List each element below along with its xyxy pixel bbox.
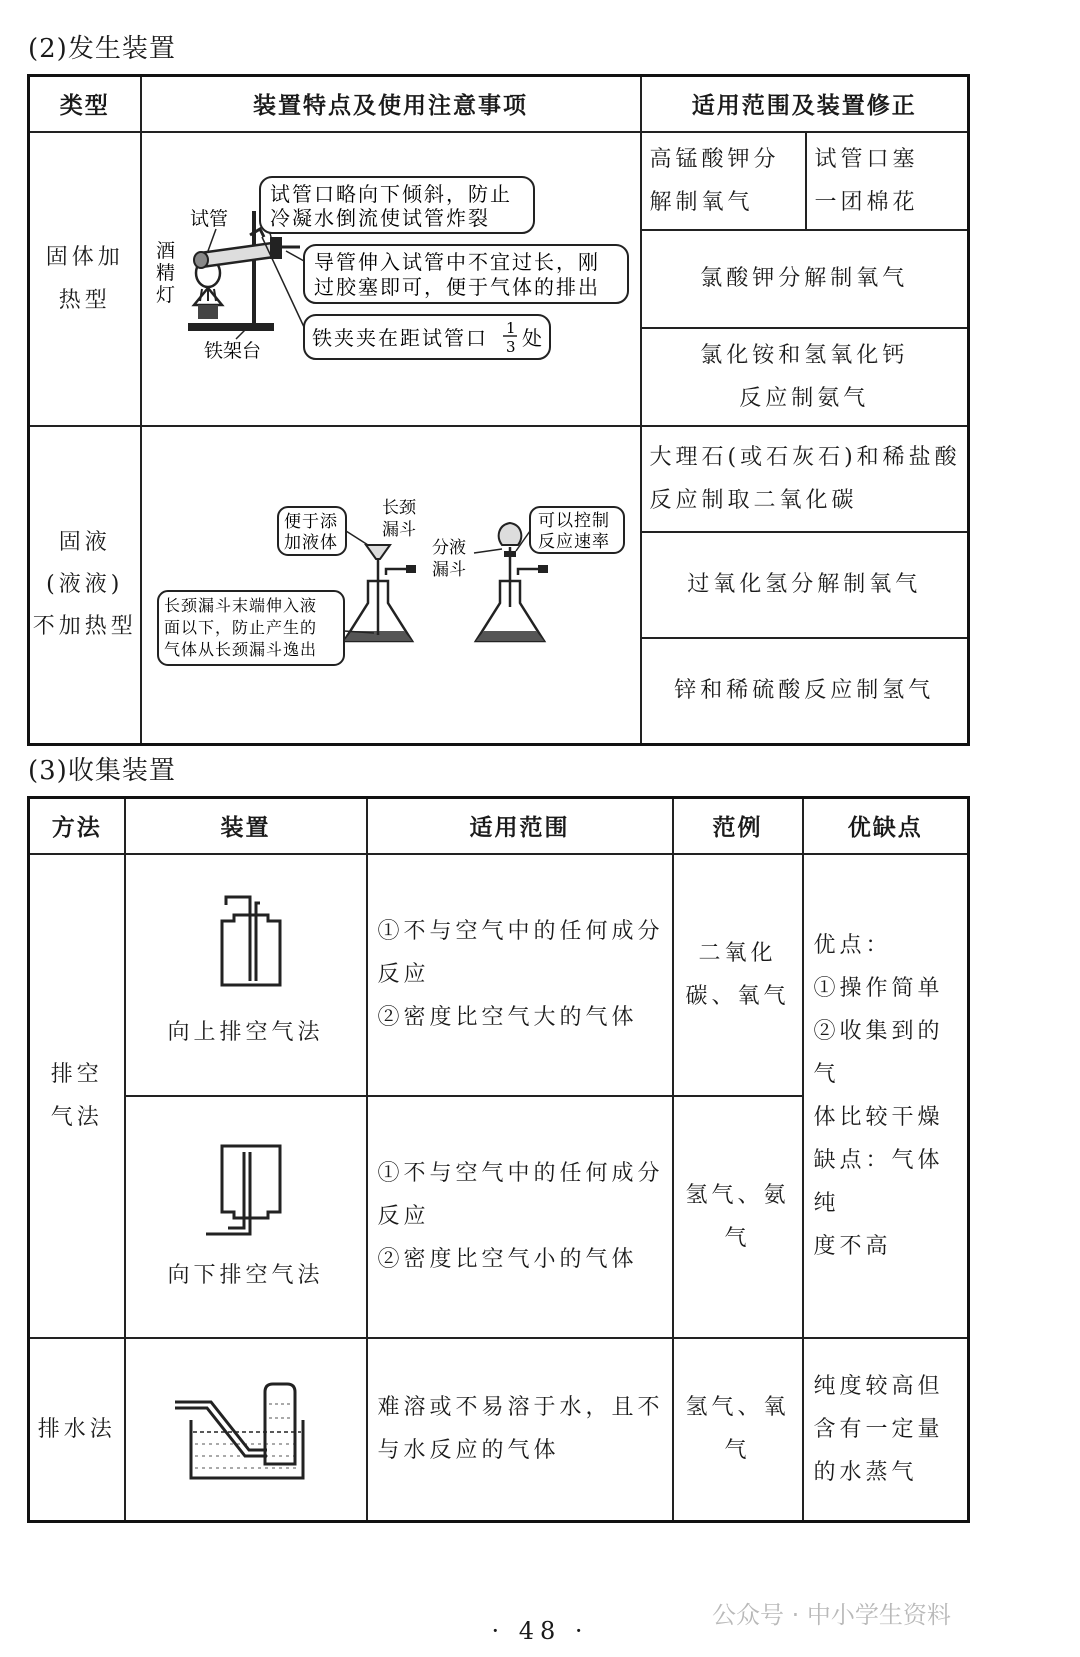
scope-upward xyxy=(367,854,673,1096)
solid-heating-apparatus-diagram xyxy=(142,133,642,421)
section-2-title: (2)发生装置 xyxy=(28,34,176,64)
pointer-note3 xyxy=(262,237,304,327)
method-water-displacement: 排水法 xyxy=(29,1338,125,1522)
note-funnel-end-line2: 面以下，防止产生的 xyxy=(163,617,317,637)
header-method: 方法 xyxy=(29,798,125,854)
scope-water xyxy=(367,1338,673,1522)
pros-water-line3: 的水蒸气 xyxy=(813,1459,918,1485)
header-scope: 适用范围 xyxy=(367,798,673,854)
fix-kmno4 xyxy=(806,132,969,230)
type-solid-heating xyxy=(29,132,141,426)
label-lamp-3: 灯 xyxy=(155,283,175,306)
note-control-rate-line1: 可以控制 xyxy=(537,510,610,531)
pros-air-line3: ②收集到的气 xyxy=(813,1018,944,1087)
flask-1-outlet xyxy=(386,569,408,575)
device-downward-label: 向下排空气法 xyxy=(167,1263,324,1288)
test-tube-bottom xyxy=(194,252,208,268)
scope-kclo3: 氯酸钾分解制氧气 xyxy=(641,230,969,328)
solid-liquid-diagram-cell xyxy=(141,426,641,745)
scope-upward-line3: ②密度比空气大的气体 xyxy=(377,1005,638,1030)
note-clamp-position-text: 铁夹夹在距试管口 xyxy=(311,325,488,350)
pros-water-line1: 纯度较高但 xyxy=(813,1373,944,1399)
section-3-title: (3)收集装置 xyxy=(28,756,176,786)
lamp-body xyxy=(198,305,218,319)
scope-co2 xyxy=(641,426,969,532)
solid-heating-diagram-cell xyxy=(141,132,641,426)
flask-2-outlet-end xyxy=(538,565,548,573)
scope-co2-text: 大理石(或石灰石)和稀盐酸反应制取二氧化碳 xyxy=(649,444,961,513)
solid-liquid-apparatus-diagram xyxy=(142,427,642,739)
header-scope: 适用范围及装置修正 xyxy=(641,76,969,132)
method-air-displacement-label: 排空气法 xyxy=(50,1061,103,1130)
pointer-note2 xyxy=(286,251,304,261)
scope-upward-line2: 反应 xyxy=(377,962,430,987)
note-tube-tilt-line2: 冷凝水倒流使试管炸裂 xyxy=(269,205,490,230)
label-test-tube: 试管 xyxy=(189,207,228,230)
pros-air-line1: 优点： xyxy=(813,932,892,958)
label-lamp-2: 精 xyxy=(155,261,175,284)
pros-air-line6: 度不高 xyxy=(813,1233,892,1259)
collection-device-table xyxy=(27,796,970,1523)
watermark: 公众号 · 中小学生资料 xyxy=(712,1601,951,1629)
note-tube-tilt-line1: 试管口略向下倾斜，防止 xyxy=(269,181,512,206)
header-device: 装置 xyxy=(125,798,367,854)
note-control-rate-line2: 反应速率 xyxy=(537,531,610,552)
scope-downward-line2: 反应 xyxy=(377,1204,430,1229)
note-delivery-tube-line1: 导管伸入试管中不宜过长，刚 xyxy=(313,249,600,274)
pros-air-line5: 缺点：气体纯 xyxy=(813,1147,944,1216)
label-separatory-funnel-1: 分液 xyxy=(431,537,466,558)
scope-water-line1: 难溶或不易溶于水，且不 xyxy=(377,1395,664,1421)
header-features: 装置特点及使用注意事项 xyxy=(141,76,641,132)
device-upward xyxy=(125,854,367,1096)
generation-device-table xyxy=(27,74,970,746)
long-neck-funnel-cup xyxy=(366,545,390,559)
example-downward: 氢气、氨气 xyxy=(673,1096,803,1338)
pointer-add-liquid xyxy=(346,531,368,545)
note-funnel-end-line1: 长颈漏斗末端伸入液 xyxy=(163,595,317,615)
scope-downward-line3: ②密度比空气小的气体 xyxy=(377,1247,638,1272)
scope-downward-line1: ①不与空气中的任何成分 xyxy=(377,1161,664,1186)
label-long-neck-funnel-2: 漏斗 xyxy=(381,519,416,540)
pros-air-line2: ①操作简单 xyxy=(813,975,944,1001)
example-upward xyxy=(673,854,803,1096)
pointer-separatory-funnel xyxy=(474,549,502,553)
example-upward-text: 二氧化碳、氧气 xyxy=(685,940,790,1009)
note-delivery-tube-line2: 过胶塞即可，便于气体的排出 xyxy=(313,274,600,299)
device-upward-label: 向上排空气法 xyxy=(167,1020,324,1045)
note-clamp-fraction-num: 1 xyxy=(505,318,516,337)
label-separatory-funnel-2: 漏斗 xyxy=(431,559,466,580)
page-number: · 48 · xyxy=(491,1617,589,1645)
flask-2-outlet xyxy=(518,569,540,575)
pros-air-line4: 体比较干燥 xyxy=(813,1104,944,1130)
example-water: 氢气、氧气 xyxy=(673,1338,803,1522)
scope-zn: 锌和稀硫酸反应制氢气 xyxy=(641,638,969,744)
type-solid-heating-label: 固体加热型 xyxy=(45,244,124,313)
pros-water-line2: 含有一定量 xyxy=(813,1416,944,1442)
note-add-liquid-line2: 加液体 xyxy=(283,532,338,553)
fix-kmno4-text: 试管口塞一团棉花 xyxy=(814,146,919,215)
device-downward xyxy=(125,1096,367,1338)
pros-cons-water xyxy=(803,1338,969,1522)
scope-nh3-text: 氯化铵和氢氧化钙反应制氨气 xyxy=(700,342,909,411)
scope-downward xyxy=(367,1096,673,1338)
scope-nh3 xyxy=(641,328,969,426)
scope-h2o2: 过氧化氢分解制氧气 xyxy=(641,532,969,638)
separatory-funnel-tap xyxy=(504,551,516,557)
device-water xyxy=(125,1338,367,1522)
note-clamp-position-suffix: 处 xyxy=(521,325,542,350)
label-stand: 铁架台 xyxy=(203,339,261,362)
header-example: 范例 xyxy=(673,798,803,854)
note-clamp-fraction-den: 3 xyxy=(505,337,516,356)
downward-air-displacement-diagram xyxy=(186,1136,306,1236)
stand-base xyxy=(188,323,274,331)
scope-upward-line1: ①不与空气中的任何成分 xyxy=(377,919,664,944)
label-lamp-1: 酒 xyxy=(155,239,175,262)
header-type: 类型 xyxy=(29,76,141,132)
test-tube xyxy=(200,243,274,267)
separatory-funnel-bulb xyxy=(498,523,521,545)
method-air-displacement xyxy=(29,854,125,1338)
header-pros-cons: 优缺点 xyxy=(803,798,969,854)
upward-air-displacement-diagram xyxy=(186,895,306,995)
scope-kmno4 xyxy=(641,132,806,230)
type-solid-liquid-label: 固液 (液液) 不加热型 xyxy=(32,529,137,639)
long-tube-up xyxy=(226,897,250,981)
collecting-bottle xyxy=(265,1384,295,1464)
pointer-tube xyxy=(208,229,216,251)
scope-water-line2: 与水反应的气体 xyxy=(377,1438,560,1464)
scope-kmno4-text: 高锰酸钾分解制氧气 xyxy=(649,146,780,215)
pros-cons-air xyxy=(803,854,969,1338)
flask-1-outlet-end xyxy=(406,565,416,573)
note-add-liquid-line1: 便于添 xyxy=(283,511,338,532)
water-displacement-diagram xyxy=(171,1374,321,1484)
label-long-neck-funnel-1: 长颈 xyxy=(381,497,416,518)
flask-2-liquid xyxy=(476,631,544,641)
note-funnel-end-line3: 气体从长颈漏斗逸出 xyxy=(163,639,317,659)
type-solid-liquid xyxy=(29,426,141,745)
